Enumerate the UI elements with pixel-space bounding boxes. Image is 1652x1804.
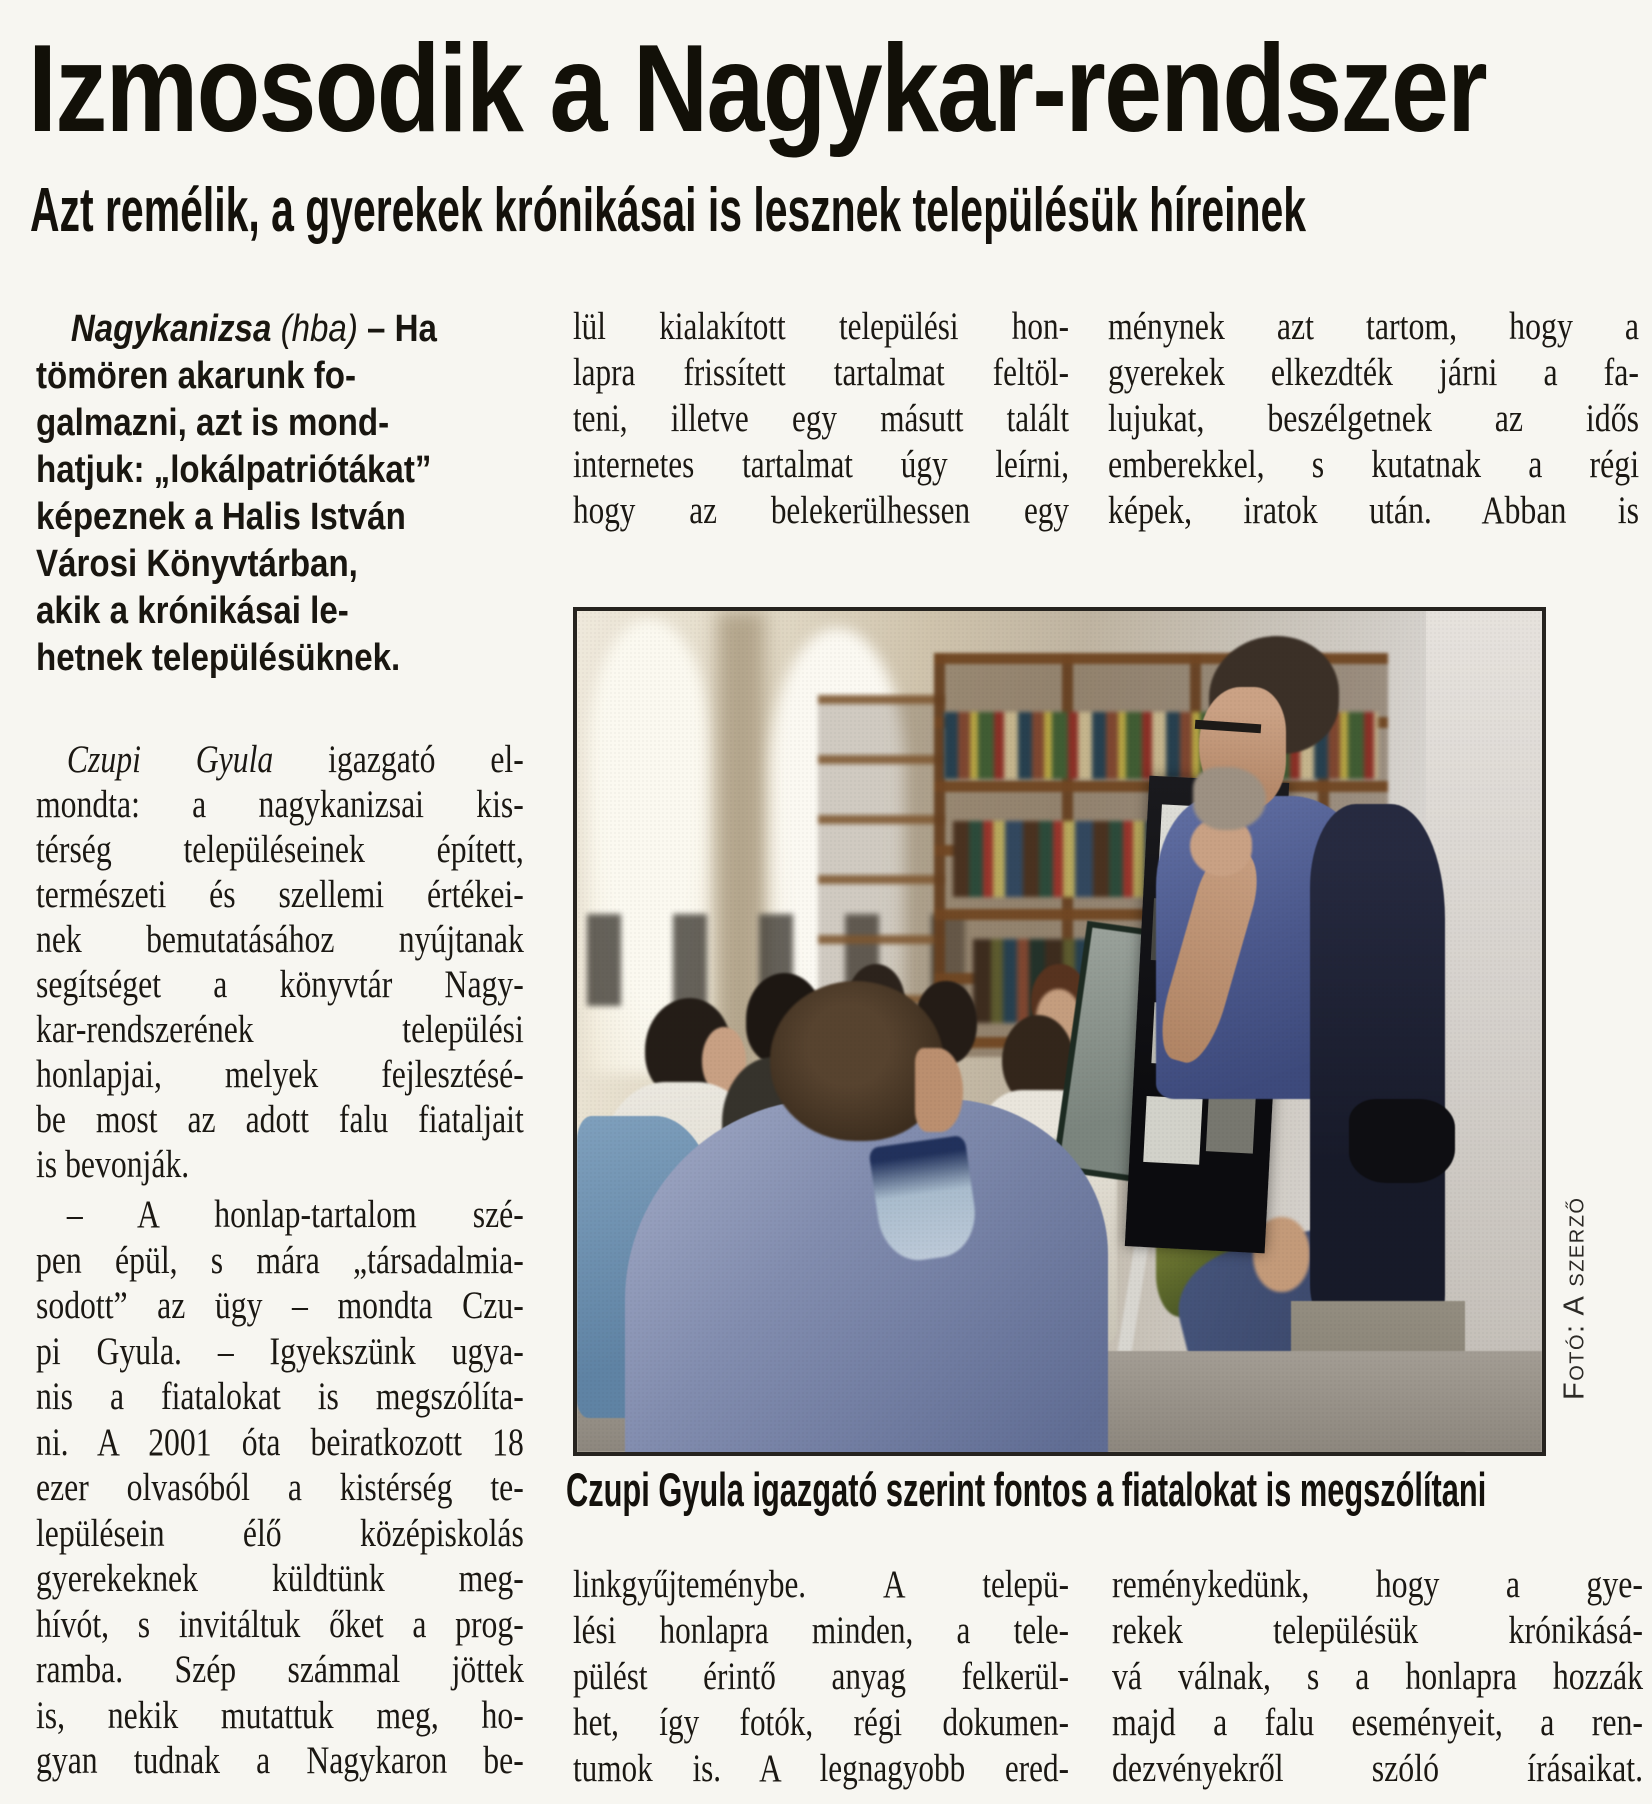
text-line: het, így fotók, régi dokumen- <box>573 1701 1069 1744</box>
lead-paragraph <box>36 306 524 682</box>
text-line: lési honlapra minden, a tele- <box>573 1609 1069 1652</box>
text-line: galmazni, azt is mond- <box>36 402 390 444</box>
text-line: pen épül, s mára „társadalmia- <box>36 1238 524 1282</box>
text-line: is bevonják. <box>36 1143 190 1186</box>
column2-bottom <box>573 1562 1069 1792</box>
text-line: emberekkel, s kutatnak a régi <box>1108 443 1640 486</box>
column3-top <box>1108 304 1639 534</box>
photo-credit: Fotó: A szerző <box>1558 1196 1591 1400</box>
text-line: térség településeinek épített, <box>36 828 524 871</box>
text-line: linkgyűjteménybe. A telepü- <box>573 1563 1069 1606</box>
column2-top <box>573 304 1069 534</box>
text-line: ménynek azt tartom, hogy a <box>1108 305 1640 348</box>
text-line: be most az adott falu fiataljait <box>36 1098 524 1141</box>
text-line: rekek településük krónikásá- <box>1112 1609 1644 1652</box>
text-line: tömören akarunk fo- <box>36 355 356 397</box>
text-line: képek, iratok után. Abban is <box>1108 489 1640 532</box>
subheadline: Azt remélik, a gyerekek krónikásai is lesznek településük híreinek <box>30 176 1306 245</box>
article-photo <box>573 607 1546 1456</box>
text-line: mondta: a nagykanizsai kis- <box>36 783 524 826</box>
text-line: hetnek településüknek. <box>36 637 401 679</box>
text-line: hogy az belekerülhessen egy <box>573 489 1069 532</box>
byline: (hba) <box>280 308 358 350</box>
text-line: lül kialakított települési hon- <box>573 305 1069 348</box>
text-line: tumok is. A legnagyobb ered- <box>573 1747 1069 1790</box>
text-line: akik a krónikásai le- <box>36 590 349 632</box>
lead-first-words: – Ha <box>367 308 437 350</box>
column1-paragraph-2 <box>36 737 524 1187</box>
text-line: reménykedünk, hogy a gye- <box>1112 1563 1644 1606</box>
text-line: dezvényekről szóló írásaikat. <box>1112 1747 1644 1790</box>
text-line <box>36 737 524 782</box>
line-rest: igazgató el- <box>328 738 524 781</box>
dateline: Nagykanizsa <box>70 308 272 350</box>
text-line: lepülésein élő középiskolás <box>36 1511 524 1555</box>
text-line: gyerekeknek küldtünk meg- <box>36 1557 524 1600</box>
text-line: nek bemutatásához nyújtanak <box>36 918 524 961</box>
text-line: pi Gyula. – Igyekszünk ugya- <box>36 1329 524 1373</box>
text-line: nis a fiatalokat is megszólíta- <box>36 1375 524 1418</box>
column3-bottom <box>1112 1562 1643 1792</box>
text-line: ni. A 2001 óta beiratkozott 18 <box>36 1420 524 1464</box>
photo-caption: Czupi Gyula igazgató szerint fontos a fiatalokat is megszólítani <box>566 1463 1487 1516</box>
text-line: honlapjai, melyek fejlesztésé- <box>36 1053 524 1096</box>
text-line: – A honlap-tartalom szé- <box>66 1193 524 1236</box>
text-line: segítséget a könyvtár Nagy- <box>36 963 524 1006</box>
text-line: kar-rendszerének települési <box>36 1008 524 1051</box>
text-line <box>36 306 524 353</box>
text-line: hatjuk: „lokálpatriótákat” <box>36 449 432 491</box>
text-line: ezer olvasóból a kistérség te- <box>36 1466 524 1509</box>
headline: Izmosodik a Nagykar-rendszer <box>28 20 1487 158</box>
text-line: lujukat, beszélgetnek az idős <box>1108 397 1640 440</box>
text-line: lapra frissített tartalmat feltöl- <box>573 351 1069 394</box>
text-line: sodott” az ügy – mondta Czu- <box>36 1284 524 1327</box>
person-name: Czupi Gyula <box>66 738 274 781</box>
column1-paragraph-3 <box>36 1192 524 1784</box>
text-line: Városi Könyvtárban, <box>36 543 358 585</box>
text-line: majd a falu eseményeit, a ren- <box>1112 1701 1644 1744</box>
text-line: képeznek a Halis István <box>36 496 406 538</box>
text-line: ramba. Szép számmal jöttek <box>36 1648 524 1691</box>
text-line: pülést érintő anyag felkerül- <box>573 1655 1069 1698</box>
text-line: gyan tudnak a Nagykaron be- <box>36 1739 524 1782</box>
text-line: internetes tartalmat úgy leírni, <box>573 443 1069 486</box>
text-line: gyerekek elkezdték járni a fa- <box>1108 351 1640 394</box>
text-line: hívót, s invitáltuk őket a prog- <box>36 1602 524 1646</box>
text-line: vá válnak, s a honlapra hozzák <box>1112 1655 1644 1698</box>
text-line: is, nekik mutattuk meg, ho- <box>36 1693 524 1737</box>
text-line: természeti és szellemi értékei- <box>36 873 524 916</box>
text-line: teni, illetve egy másutt talált <box>573 397 1069 440</box>
photo-grain-overlay <box>577 611 1542 1452</box>
